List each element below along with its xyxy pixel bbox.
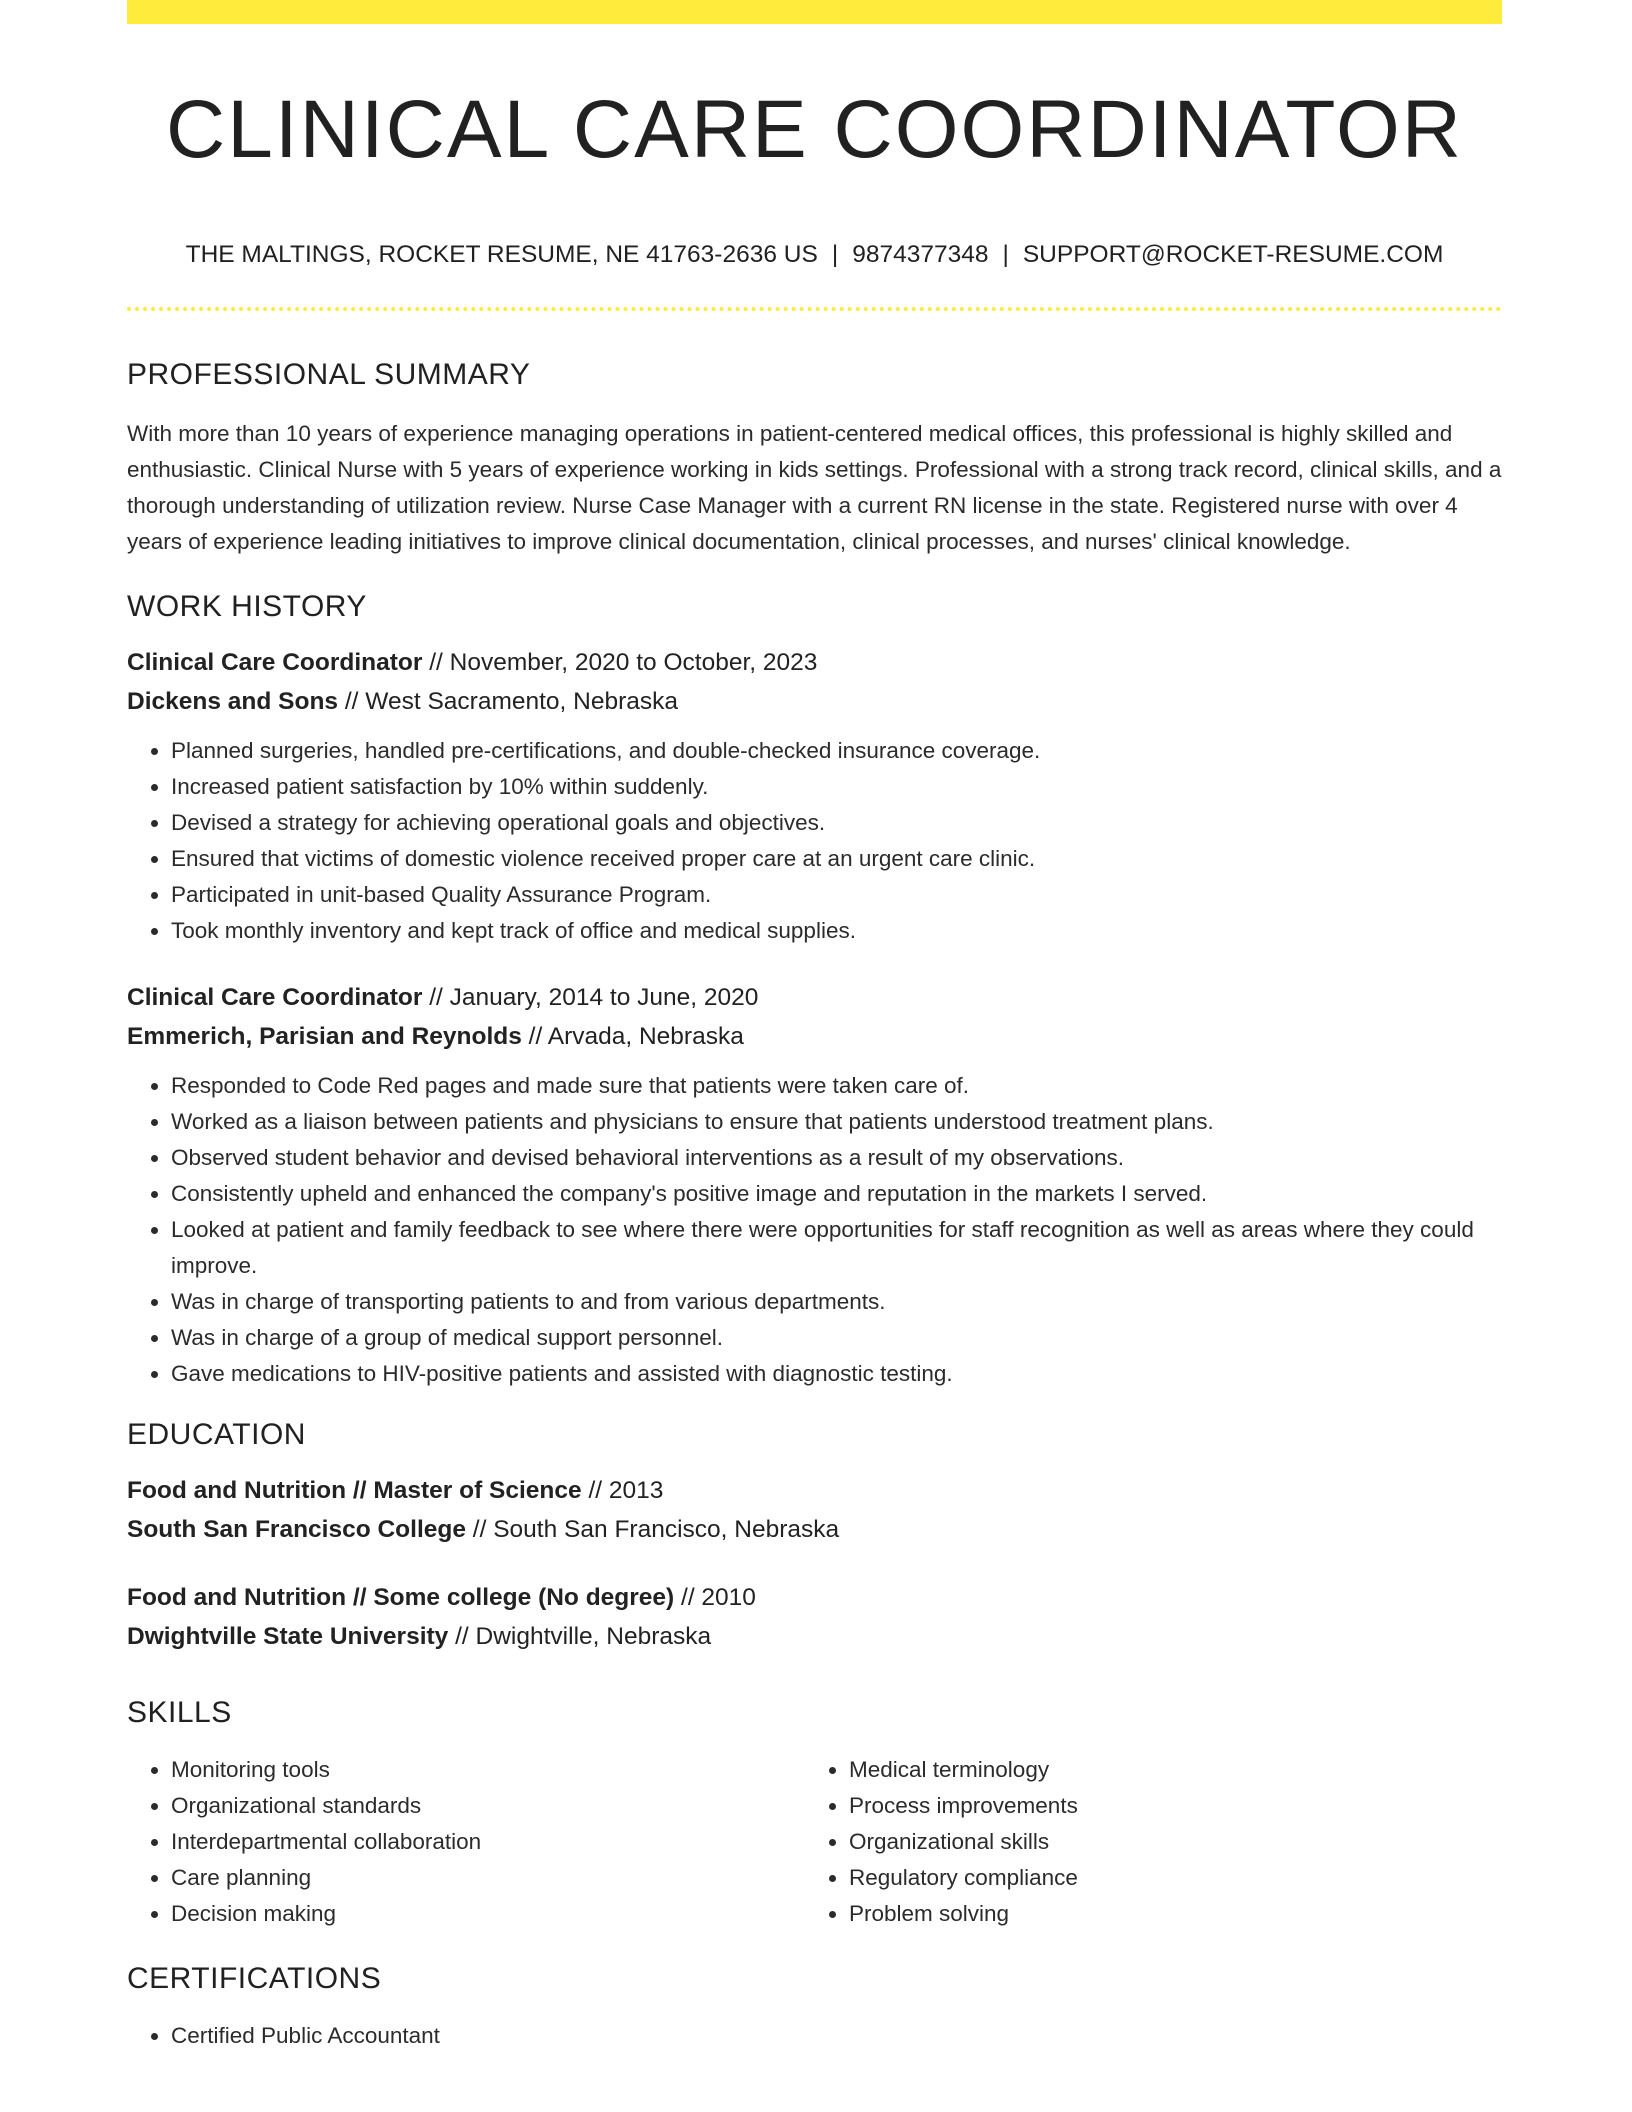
job-company: Emmerich, Parisian and Reynolds (127, 1022, 522, 1050)
list-item: • Monitoring tools (171, 1752, 805, 1788)
section-heading: CERTIFICATIONS (127, 1962, 382, 1995)
contact-separator: | (1002, 241, 1009, 268)
education-year: // 2010 (674, 1584, 756, 1611)
job-dates: // January, 2014 to June, 2020 (422, 984, 759, 1011)
job-location: // Arvada, Nebraska (521, 1022, 744, 1050)
list-item: • Decision making (171, 1896, 805, 1932)
list-item: • Was in charge of transporting patients to and from various departments. (171, 1284, 1502, 1320)
contact-address: THE MALTINGS, ROCKET RESUME, NE 41763-2636 US (185, 241, 818, 268)
dotted-divider (127, 307, 1502, 311)
contact-line (127, 238, 1502, 272)
job-company-line (127, 1018, 1502, 1057)
education-entry (127, 1472, 1502, 1549)
certifications-section (127, 1952, 1502, 2054)
job-company-line (127, 683, 1502, 722)
job-company: Dickens and Sons (127, 687, 339, 715)
job-entry (127, 644, 1502, 949)
job-entry (127, 979, 1502, 1392)
education-school-line (127, 1618, 1502, 1657)
list-item: • Organizational standards (171, 1788, 805, 1824)
list-item: • Worked as a liaison between patients and physicians to ensure that patients understood treatment plans. (171, 1104, 1502, 1140)
list-item: • Consistently upheld and enhanced the company's positive image and reputation in the markets I served. (171, 1176, 1502, 1212)
list-item: • Looked at patient and family feedback to see where there were opportunities for staff recognition as well as areas where they could improve. (171, 1212, 1502, 1284)
education-section (127, 1408, 1502, 1656)
job-bullets (127, 733, 1502, 949)
list-item: • Organizational skills (849, 1824, 1483, 1860)
education-degree-line (127, 1472, 1502, 1511)
education-degree: Food and Nutrition // Master of Science (127, 1477, 582, 1504)
list-item: • Problem solving (849, 1896, 1483, 1932)
list-item: • Was in charge of a group of medical support personnel. (171, 1320, 1502, 1356)
list-item: • Gave medications to HIV-positive patients and assisted with diagnostic testing. (171, 1356, 1502, 1392)
education-location: // Dwightville, Nebraska (448, 1622, 712, 1650)
education-entry (127, 1579, 1502, 1656)
list-item: • Responded to Code Red pages and made sure that patients were taken care of. (171, 1068, 1502, 1104)
skills-column-left (127, 1752, 805, 1932)
skills-columns (127, 1752, 1502, 1932)
education-degree-line (127, 1579, 1502, 1618)
list-item: • Interdepartmental collaboration (171, 1824, 805, 1860)
list-item: • Care planning (171, 1860, 805, 1896)
education-school-line (127, 1511, 1502, 1550)
list-item: • Increased patient satisfaction by 10% within suddenly. (171, 769, 1502, 805)
page-title: CLINICAL CARE COORDINATOR (166, 84, 1463, 175)
education-degree: Food and Nutrition // Some college (No degree) (127, 1584, 675, 1611)
contact-separator: | (831, 241, 839, 268)
list-item: • Certified Public Accountant (171, 2018, 1502, 2054)
list-item: • Participated in unit-based Quality Assurance Program. (171, 877, 1502, 913)
job-title: Clinical Care Coordinator (127, 984, 423, 1011)
job-dates: // November, 2020 to October, 2023 (422, 649, 818, 676)
certifications-list (127, 2018, 1502, 2054)
list-item: • Took monthly inventory and kept track of office and medical supplies. (171, 913, 1502, 949)
accent-bar (127, 0, 1502, 24)
list-item: • Observed student behavior and devised behavioral interventions as a result of my observations. (171, 1140, 1502, 1176)
list-item: • Process improvements (849, 1788, 1483, 1824)
summary-text: With more than 10 years of experience managing operations in patient-centered medical offices, this professional is highly skilled and enthusiastic. Clinical Nurse with 5 years of experience working in kids settings. Professional with a strong track record, clinical skills, and a thorough understanding of utilization review. Nurse Case Manager with a current RN license in the state. Registered nurse with over 4 years of experience leading initiatives to improve clinical documentation, clinical processes, and nurses' clinical knowledge. (127, 421, 1502, 554)
list-item: • Medical terminology (849, 1752, 1483, 1788)
work-history-section (127, 580, 1502, 1392)
section-heading: WORK HISTORY (127, 590, 367, 623)
job-title-line (127, 644, 1502, 683)
skills-column-right (805, 1752, 1483, 1932)
skills-section (127, 1686, 1502, 1932)
section-heading: EDUCATION (127, 1418, 306, 1451)
education-school: Dwightville State University (127, 1622, 449, 1650)
skills-list (127, 1752, 805, 1932)
education-year: // 2013 (581, 1477, 664, 1504)
job-location: // West Sacramento, Nebraska (338, 687, 679, 715)
contact-phone: 9874377348 (852, 241, 989, 268)
list-item: • Devised a strategy for achieving operational goals and objectives. (171, 805, 1502, 841)
contact-email: SUPPORT@ROCKET-RESUME.COM (1022, 241, 1444, 268)
job-bullets (127, 1068, 1502, 1392)
section-heading: PROFESSIONAL SUMMARY (127, 358, 531, 391)
summary-section (127, 348, 1502, 560)
resume-body (127, 348, 1502, 2054)
education-location: // South San Francisco, Nebraska (465, 1515, 840, 1543)
list-item: • Ensured that victims of domestic violence received proper care at an urgent care clinic. (171, 841, 1502, 877)
list-item: • Planned surgeries, handled pre-certifications, and double-checked insurance coverage. (171, 733, 1502, 769)
education-school: South San Francisco College (127, 1515, 466, 1543)
section-heading: SKILLS (127, 1696, 232, 1729)
skills-list (805, 1752, 1483, 1932)
job-title-line (127, 979, 1502, 1018)
job-title: Clinical Care Coordinator (127, 649, 423, 676)
list-item: • Regulatory compliance (849, 1860, 1483, 1896)
